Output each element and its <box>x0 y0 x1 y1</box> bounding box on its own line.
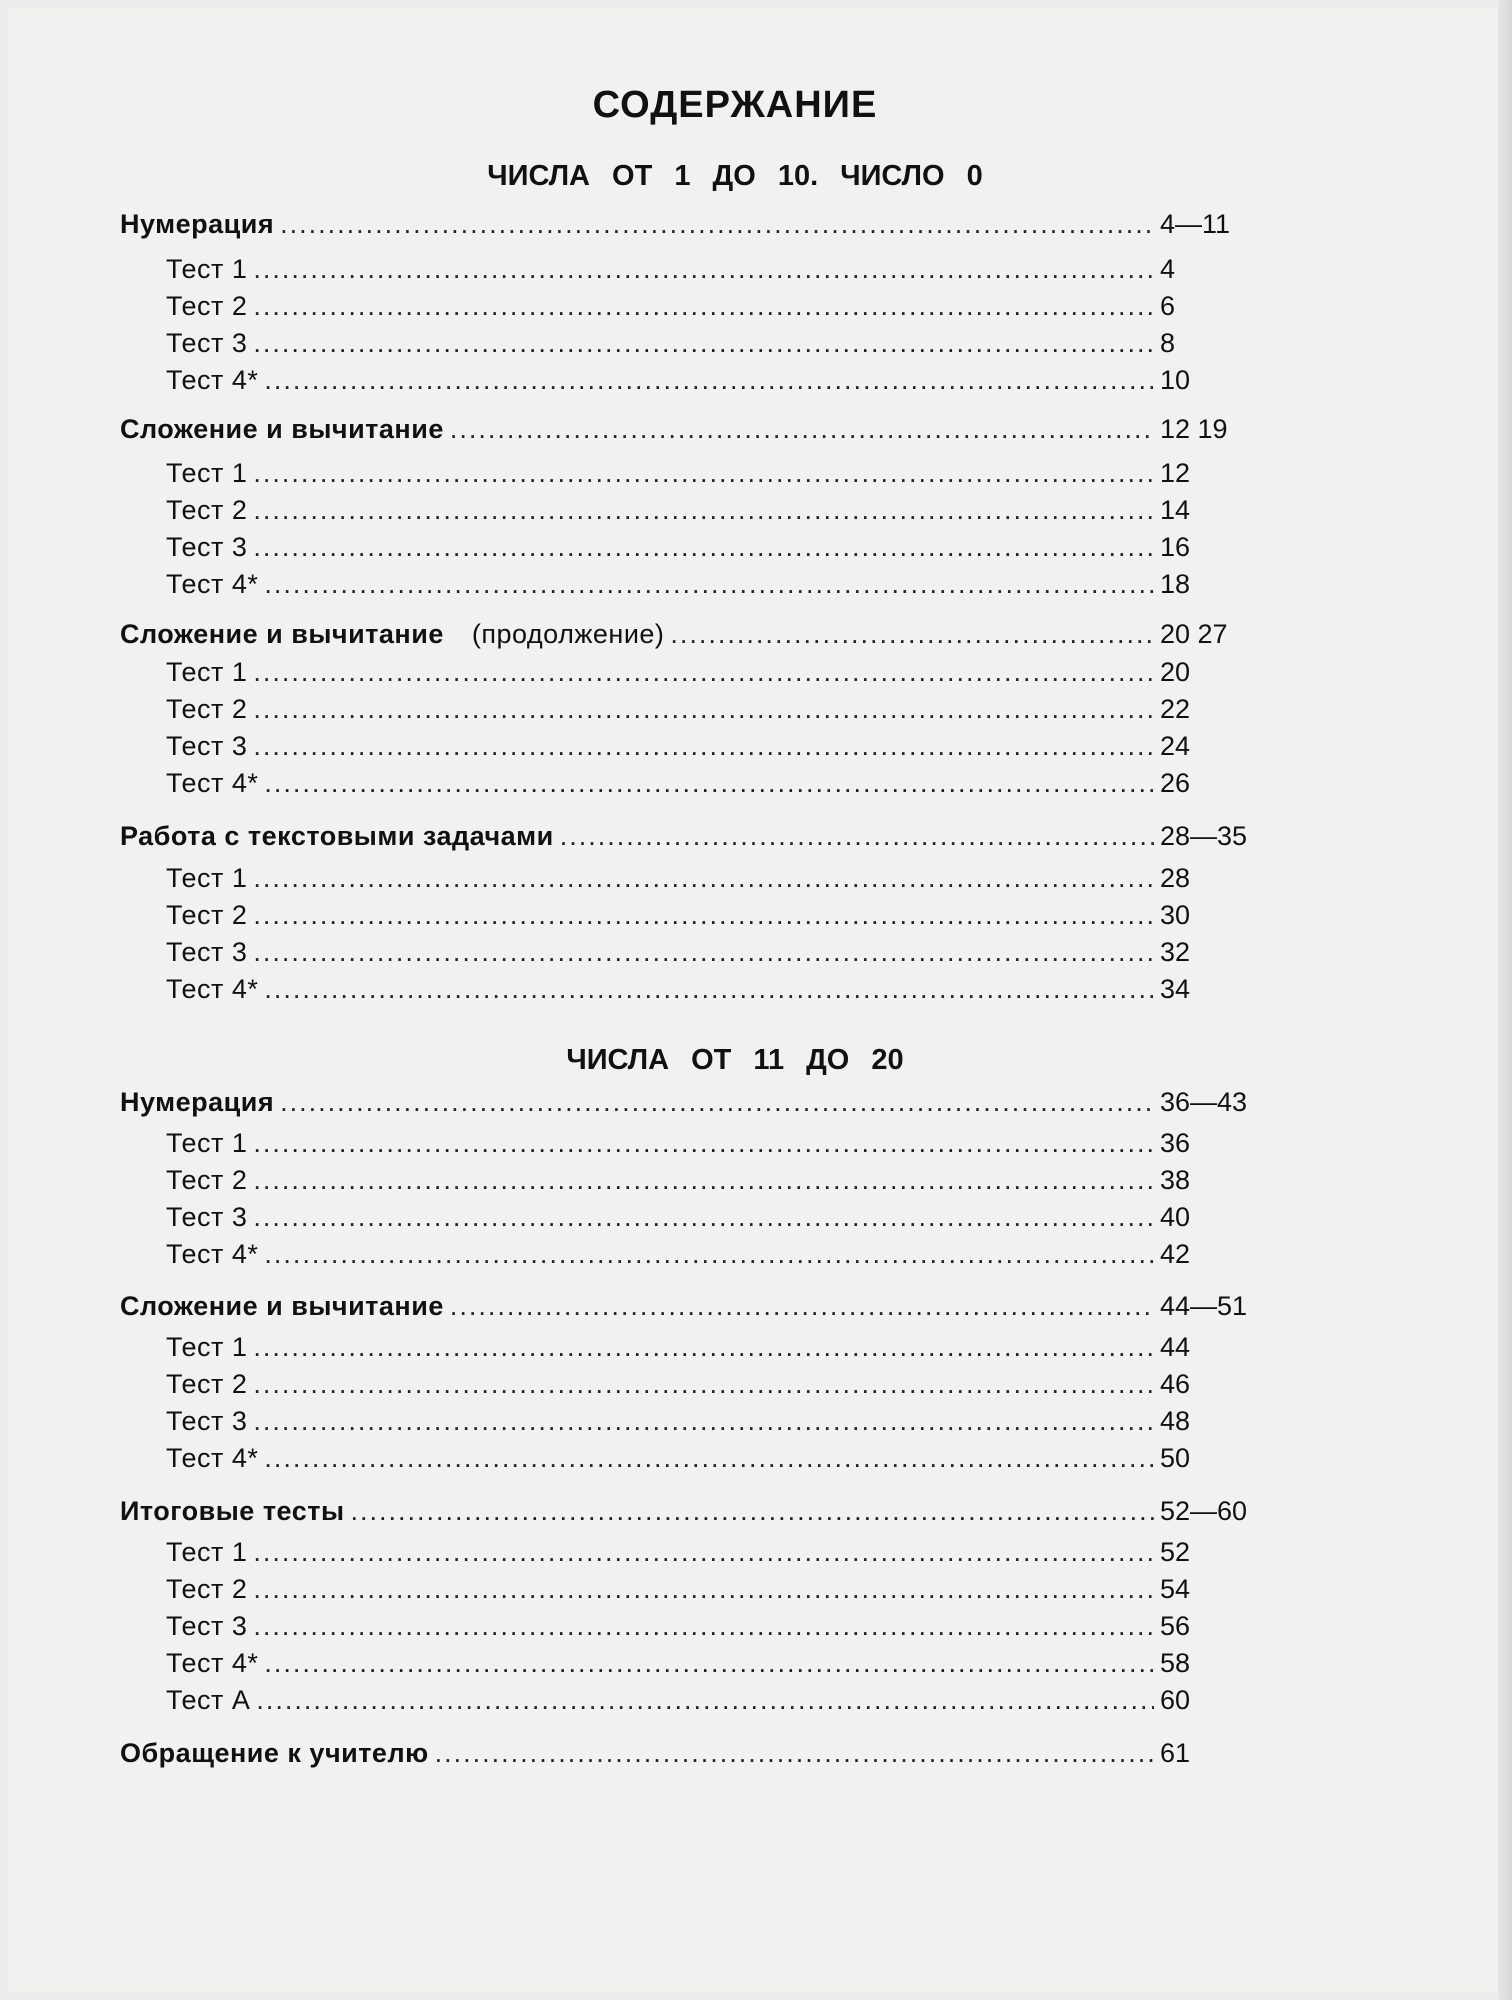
toc-test-row[interactable] <box>166 935 1290 969</box>
test-label: Тест 2 <box>166 1369 248 1399</box>
toc-test-row[interactable] <box>166 1163 1290 1197</box>
toc-section-teacher-address[interactable] <box>120 1736 1290 1770</box>
toc-test-row[interactable] <box>166 493 1290 527</box>
dot-leader <box>264 1646 1154 1680</box>
test-page: 54 <box>1160 1574 1191 1604</box>
test-label: Тест 3 <box>166 1202 248 1232</box>
dot-leader <box>253 1200 1154 1234</box>
dot-leader <box>264 1237 1154 1271</box>
dot-leader <box>253 861 1154 895</box>
toc-test-row[interactable] <box>166 1404 1290 1438</box>
test-label: Тест 2 <box>166 1574 248 1604</box>
section-title: Нумерация <box>120 209 275 239</box>
test-page: 48 <box>1160 1406 1191 1436</box>
section-title: Сложение и вычитание <box>120 414 444 444</box>
page-edge <box>1498 0 1512 2000</box>
test-page: 46 <box>1160 1369 1191 1399</box>
test-page: 44 <box>1160 1332 1191 1362</box>
dot-leader <box>280 207 1154 241</box>
part-2-title: ЧИСЛА ОТ 11 ДО 20 <box>566 1044 904 1076</box>
test-page: 30 <box>1160 900 1191 930</box>
toc-section-word-problems[interactable] <box>120 819 1290 853</box>
dot-leader <box>253 252 1154 286</box>
test-label: Тест 1 <box>166 657 248 687</box>
test-page: 60 <box>1160 1685 1191 1715</box>
test-page: 16 <box>1160 532 1191 562</box>
toc-test-row[interactable] <box>166 1683 1290 1717</box>
test-page: 58 <box>1160 1648 1191 1678</box>
toc-test-row[interactable] <box>166 567 1290 601</box>
test-label: Тест 1 <box>166 458 248 488</box>
dot-leader <box>435 1736 1154 1770</box>
toc-test-row[interactable] <box>166 766 1290 800</box>
section-title <box>120 617 664 651</box>
test-label: Тест 3 <box>166 1611 248 1641</box>
section-pages: 44—51 <box>1160 1291 1248 1321</box>
test-label: Тест 4* <box>166 365 259 395</box>
test-label: Тест 4* <box>166 1443 259 1473</box>
test-label: Тест 3 <box>166 532 248 562</box>
dot-leader <box>264 363 1154 397</box>
dot-leader <box>264 567 1154 601</box>
section-pages: 28—35 <box>1160 821 1248 851</box>
section-title: Работа с текстовыми задачами <box>120 821 554 851</box>
test-label: Тест 1 <box>166 1128 248 1158</box>
section-title-text: Сложение и вычитание <box>120 619 444 649</box>
toc-test-row[interactable] <box>166 655 1290 689</box>
test-page: 32 <box>1160 937 1191 967</box>
dot-leader <box>253 1609 1154 1643</box>
test-label: Тест 2 <box>166 495 248 525</box>
toc-section-numeration-2[interactable] <box>120 1085 1290 1119</box>
toc-test-row[interactable] <box>166 326 1290 360</box>
toc-test-row[interactable] <box>166 530 1290 564</box>
test-label: Тест 3 <box>166 1406 248 1436</box>
test-label: Тест 1 <box>166 1332 248 1362</box>
dot-leader <box>280 1085 1154 1119</box>
test-label: Тест 2 <box>166 1165 248 1195</box>
toc-section-numeration-1[interactable] <box>120 207 1290 241</box>
test-page: 42 <box>1160 1239 1191 1269</box>
toc-test-row[interactable] <box>166 1200 1290 1234</box>
dot-leader <box>670 617 1154 651</box>
page-title: СОДЕРЖАНИЕ <box>592 84 878 126</box>
section-pages: 12 19 <box>1160 414 1228 444</box>
dot-leader <box>253 493 1154 527</box>
test-page: 12 <box>1160 458 1191 488</box>
toc-test-row[interactable] <box>166 1441 1290 1475</box>
dot-leader <box>256 1683 1154 1717</box>
section-title: Обращение к учителю <box>120 1738 429 1768</box>
test-page: 20 <box>1160 657 1191 687</box>
dot-leader <box>253 1163 1154 1197</box>
dot-leader <box>253 655 1154 689</box>
test-page: 36 <box>1160 1128 1191 1158</box>
toc-test-row[interactable] <box>166 252 1290 286</box>
toc-section-addition-subtraction-1[interactable] <box>120 412 1290 446</box>
test-page: 26 <box>1160 768 1191 798</box>
test-page: 22 <box>1160 694 1191 724</box>
toc-section-final-tests[interactable] <box>120 1494 1290 1528</box>
section-title: Нумерация <box>120 1087 275 1117</box>
toc-test-row[interactable] <box>166 363 1290 397</box>
test-label: Тест 3 <box>166 937 248 967</box>
section-pages: 52—60 <box>1160 1496 1248 1526</box>
toc-test-row[interactable] <box>166 1646 1290 1680</box>
test-label: Тест 2 <box>166 694 248 724</box>
test-label: Тест 4* <box>166 768 259 798</box>
test-page: 56 <box>1160 1611 1191 1641</box>
test-page: 40 <box>1160 1202 1191 1232</box>
toc-test-row[interactable] <box>166 1330 1290 1364</box>
test-page: 6 <box>1160 291 1176 321</box>
section-note: (продолжение) <box>471 619 665 649</box>
dot-leader <box>253 1330 1154 1364</box>
section-pages: 4—11 <box>1160 209 1231 239</box>
toc-test-row[interactable] <box>166 1367 1290 1401</box>
test-label: Тест 2 <box>166 291 248 321</box>
toc-test-row[interactable] <box>166 1126 1290 1160</box>
section-pages: 61 <box>1160 1738 1191 1768</box>
toc-test-row[interactable] <box>166 1609 1290 1643</box>
toc-section-addition-subtraction-continued[interactable] <box>120 617 1290 651</box>
test-label: Тест 3 <box>166 328 248 358</box>
toc-test-row[interactable] <box>166 861 1290 895</box>
test-label: Тест 4* <box>166 1239 259 1269</box>
dot-leader <box>253 1535 1154 1569</box>
test-label: Тест 2 <box>166 900 248 930</box>
section-pages: 20 27 <box>1160 619 1228 649</box>
test-page: 38 <box>1160 1165 1191 1195</box>
test-label: Тест 1 <box>166 863 248 893</box>
dot-leader <box>253 729 1154 763</box>
dot-leader <box>253 530 1154 564</box>
dot-leader <box>253 898 1154 932</box>
dot-leader <box>253 692 1154 726</box>
test-page: 8 <box>1160 328 1176 358</box>
test-label: Тест 4* <box>166 1648 259 1678</box>
toc-section-addition-subtraction-2[interactable] <box>120 1289 1290 1323</box>
test-label: Тест 1 <box>166 254 248 284</box>
section-pages: 36—43 <box>1160 1087 1248 1117</box>
toc-test-row[interactable] <box>166 1237 1290 1271</box>
test-label: Тест 1 <box>166 1537 248 1567</box>
test-page: 4 <box>1160 254 1176 284</box>
part-1-title: ЧИСЛА ОТ 1 ДО 10. ЧИСЛО 0 <box>487 160 983 192</box>
dot-leader <box>253 935 1154 969</box>
dot-leader <box>253 1126 1154 1160</box>
dot-leader <box>450 1289 1154 1323</box>
dot-leader <box>264 766 1154 800</box>
toc-test-row[interactable] <box>166 729 1290 763</box>
dot-leader <box>264 972 1154 1006</box>
test-page: 10 <box>1160 365 1191 395</box>
test-page: 52 <box>1160 1537 1191 1567</box>
section-title: Сложение и вычитание <box>120 1291 444 1321</box>
test-page: 28 <box>1160 863 1191 893</box>
test-label: Тест 3 <box>166 731 248 761</box>
dot-leader <box>253 326 1154 360</box>
dot-leader <box>253 289 1154 323</box>
toc-test-row[interactable] <box>166 1572 1290 1606</box>
toc-test-row[interactable] <box>166 898 1290 932</box>
test-page: 34 <box>1160 974 1191 1004</box>
dot-leader <box>560 819 1154 853</box>
section-title: Итоговые тесты <box>120 1496 345 1526</box>
toc-test-row[interactable] <box>166 1535 1290 1569</box>
test-page: 14 <box>1160 495 1191 525</box>
dot-leader <box>253 456 1154 490</box>
test-label: Тест 4* <box>166 974 259 1004</box>
test-page: 50 <box>1160 1443 1191 1473</box>
dot-leader <box>351 1494 1154 1528</box>
dot-leader <box>450 412 1154 446</box>
dot-leader <box>253 1404 1154 1438</box>
test-label: Тест А <box>166 1685 251 1715</box>
toc-test-row[interactable] <box>166 456 1290 490</box>
dot-leader <box>253 1572 1154 1606</box>
toc-test-row[interactable] <box>166 972 1290 1006</box>
test-label: Тест 4* <box>166 569 259 599</box>
test-page: 24 <box>1160 731 1191 761</box>
toc-test-row[interactable] <box>166 289 1290 323</box>
toc-test-row[interactable] <box>166 692 1290 726</box>
dot-leader <box>264 1441 1154 1475</box>
dot-leader <box>253 1367 1154 1401</box>
test-page: 18 <box>1160 569 1191 599</box>
